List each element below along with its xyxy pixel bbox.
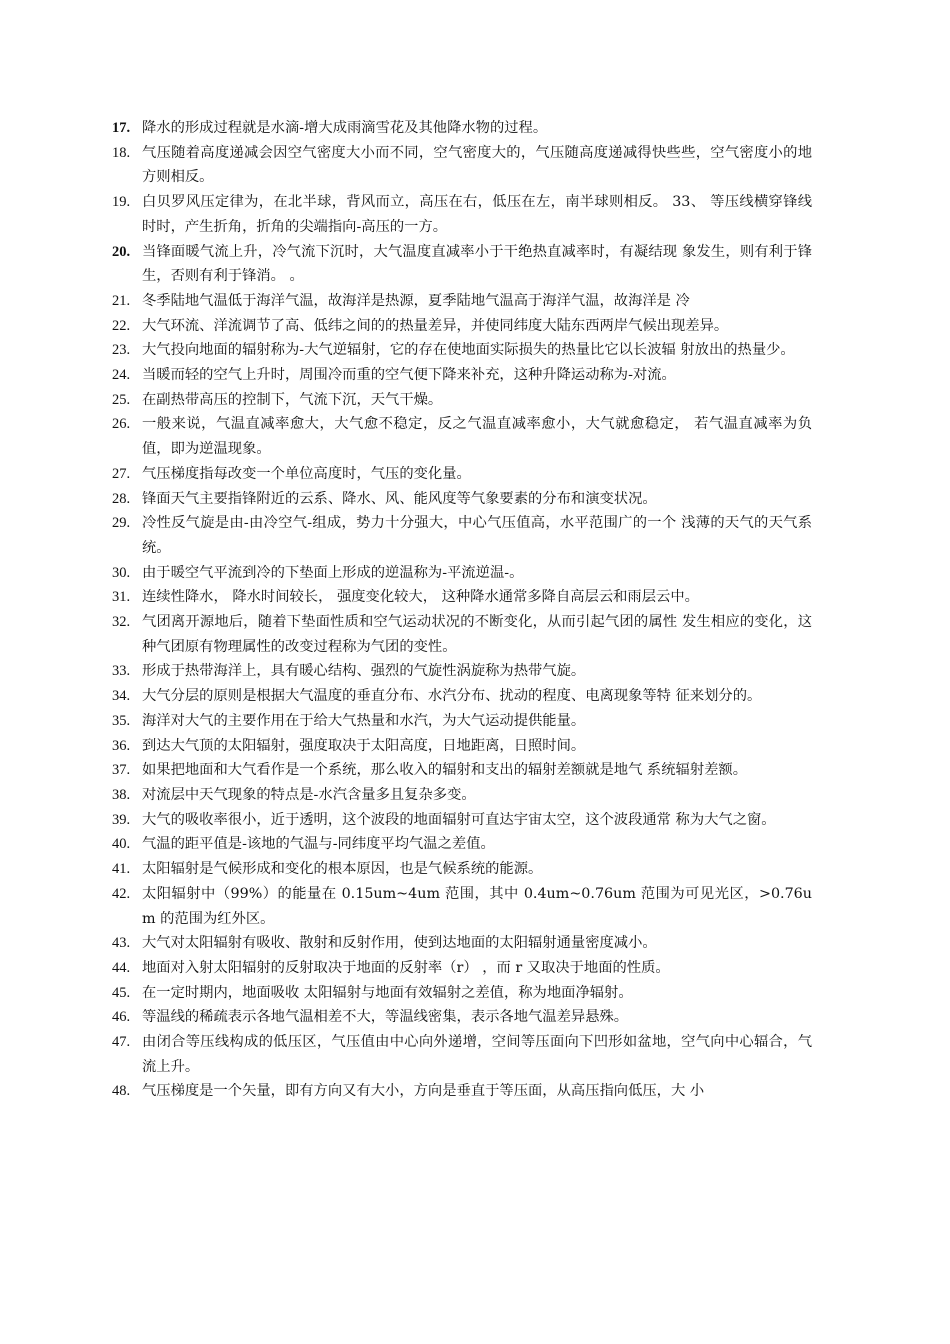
list-item — [112, 487, 812, 512]
item-number: 46. — [112, 1009, 131, 1026]
item-number: 20. — [112, 243, 131, 260]
item-text: 当暖而轻的空气上升时，周围冷而重的空气便下降来补充，这种升降运动称为-对流。 — [142, 367, 676, 384]
item-number: 26. — [112, 416, 131, 433]
item-text: 等温线的稀疏表示各地气温相差不大，等温线密集，表示各地气温差异悬殊。 — [142, 1009, 629, 1026]
item-number: 29. — [112, 515, 131, 532]
list-item — [112, 289, 812, 314]
item-text: 冷性反气旋是由-由冷空气-组成，势力十分强大，中心气压值高，水平范围广的一个 浅薄的天气的天气系统。 — [142, 515, 812, 556]
item-number: 40. — [112, 836, 131, 853]
item-text: 气压梯度指每改变一个单位高度时，气压的变化量。 — [142, 465, 471, 482]
item-text: 一般来说，气温直减率愈大，大气愈不稳定，反之气温直减率愈小，大气就愈稳定， 若气温直减率为负值，即为逆温现象。 — [142, 416, 812, 458]
list-item — [112, 857, 812, 882]
item-text: 大气投向地面的辐射称为-大气逆辐射，它的存在使地面实际损失的热量比它以长波辐 射放出的热量少。 — [142, 342, 795, 359]
item-text: 对流层中天气现象的特点是-水汽含量多且复杂多变。 — [142, 786, 476, 803]
item-text: 由于暖空气平流到冷的下垫面上形成的逆温称为-平流逆温-。 — [142, 564, 524, 581]
item-number: 36. — [112, 737, 131, 754]
item-number: 28. — [112, 490, 131, 507]
item-number: 39. — [112, 811, 131, 828]
list-item — [112, 190, 812, 239]
list-item — [112, 832, 812, 857]
list-item — [112, 981, 812, 1006]
item-number: 34. — [112, 688, 131, 705]
item-text: 如果把地面和大气看作是一个系统，那么收入的辐射和支出的辐射差额就是地气 系统辐射差额。 — [142, 762, 748, 779]
item-number: 38. — [112, 786, 131, 803]
list-item — [112, 1030, 812, 1079]
item-number: 25. — [112, 391, 131, 408]
list-item — [112, 734, 812, 759]
item-number: 18. — [112, 144, 131, 161]
item-number: 23. — [112, 342, 131, 359]
item-text: 气压梯度是一个矢量，即有方向又有大小，方向是垂直于等压面，从高压指向低压，大 小 — [142, 1083, 705, 1100]
item-number: 41. — [112, 861, 131, 878]
list-item — [112, 659, 812, 684]
list-item — [112, 684, 812, 709]
item-number: 44. — [112, 959, 131, 976]
item-number: 31. — [112, 589, 131, 606]
item-text: 在副热带高压的控制下，气流下沉，天气干燥。 — [142, 391, 443, 408]
item-number: 48. — [112, 1083, 131, 1100]
list-item — [112, 956, 812, 981]
list-item — [112, 931, 812, 956]
list-item — [112, 141, 812, 190]
list-item — [112, 561, 812, 586]
item-number: 22. — [112, 317, 131, 334]
item-text: 大气对太阳辐射有吸收、散射和反射作用，使到达地面的太阳辐射通量密度减小。 — [142, 935, 657, 952]
list-item — [112, 1079, 812, 1104]
item-text: 气压随着高度递减会因空气密度大小而不同，空气密度大的，气压随高度递减得快些些，空气密度小的地方则相反。 — [142, 144, 812, 186]
item-number: 43. — [112, 935, 131, 952]
list-item — [112, 388, 812, 413]
item-number: 32. — [112, 614, 131, 631]
item-number: 21. — [112, 292, 131, 309]
item-number: 24. — [112, 367, 131, 384]
item-number: 47. — [112, 1034, 131, 1051]
list-item — [112, 1005, 812, 1030]
list-item — [112, 610, 812, 659]
item-text: 太阳辐射是气候形成和变化的根本原因，也是气候系统的能源。 — [142, 861, 543, 878]
numbered-statement-list — [112, 116, 812, 1104]
list-item — [112, 412, 812, 461]
list-item — [112, 338, 812, 363]
list-item — [112, 585, 812, 610]
item-text: 大气环流、洋流调节了高、低纬之间的的热量差异，并使同纬度大陆东西两岸气候出现差异。 — [142, 317, 729, 334]
list-item — [112, 240, 812, 289]
item-text: 大气分层的原则是根据大气温度的垂直分布、水汽分布、扰动的程度、电离现象等特 征来划分的。 — [142, 688, 762, 705]
item-number: 17. — [112, 120, 131, 136]
list-item — [112, 116, 812, 141]
item-text: 由闭合等压线构成的低压区，气压值由中心向外递增，空间等压面向下凹形如盆地，空气向中心辐合，气流上升。 — [142, 1034, 812, 1075]
item-number: 37. — [112, 762, 131, 779]
item-text: 气温的距平值是-该地的气温与-同纬度平均气温之差值。 — [142, 836, 495, 853]
item-text: 锋面天气主要指锋附近的云系、降水、风、能风度等气象要素的分布和演变状况。 — [142, 490, 657, 507]
list-item — [112, 511, 812, 560]
list-item — [112, 758, 812, 783]
list-item — [112, 462, 812, 487]
list-item — [112, 808, 812, 833]
item-number: 27. — [112, 465, 131, 482]
item-text: 形成于热带海洋上，具有暖心结构、强烈的气旋性涡旋称为热带气旋。 — [142, 663, 586, 680]
item-text: 大气的吸收率很小，近于透明，这个波段的地面辐射可直达宇宙太空，这个波段通常 称为大气之窗。 — [142, 811, 776, 828]
list-item — [112, 882, 812, 931]
item-text: 降水的形成过程就是水滴-增大成雨滴雪花及其他降水物的过程。 — [142, 120, 548, 136]
item-text: 地面对入射太阳辐射的反射取决于地面的反射率（r） ，而 r 又取决于地面的性质。 — [142, 959, 670, 976]
list-item — [112, 363, 812, 388]
item-text: 白贝罗风压定律为，在北半球，背风而立，高压在右，低压在左，南半球则相反。 33、 等压线横穿锋线时时，产生折角，折角的尖端指向-高压的一方。 — [142, 194, 812, 235]
item-text: 海洋对大气的主要作用在于给大气热量和水汽，为大气运动提供能量。 — [142, 712, 586, 729]
list-item — [112, 709, 812, 734]
item-number: 35. — [112, 712, 131, 729]
item-text: 冬季陆地气温低于海洋气温，故海洋是热源，夏季陆地气温高于海洋气温，故海洋是 冷 — [142, 292, 690, 309]
item-text: 连续性降水， 降水时间较长， 强度变化较大， 这种降水通常多降自高层云和雨层云中。 — [142, 589, 699, 606]
item-text: 当锋面暖气流上升，冷气流下沉时，大气温度直减率小于干绝热直减率时，有凝结现 象发生，则有利于锋生，否则有利于锋消。 。 — [142, 243, 812, 285]
item-text: 太阳辐射中（99%）的能量在 0.15um~4um 范围，其中 0.4um~0.76um 范围为可见光区，>0.76um 的范围为红外区。 — [142, 885, 812, 927]
item-number: 45. — [112, 984, 131, 1001]
list-item — [112, 783, 812, 808]
item-text: 到达大气顶的太阳辐射，强度取决于太阳高度，日地距离，日照时间。 — [142, 737, 586, 754]
item-number: 42. — [112, 885, 131, 902]
item-number: 19. — [112, 194, 131, 211]
item-text: 在一定时期内，地面吸收 太阳辐射与地面有效辐射之差值，称为地面净辐射。 — [142, 984, 633, 1001]
list-item — [112, 314, 812, 339]
item-number: 33. — [112, 663, 131, 680]
item-number: 30. — [112, 564, 131, 581]
item-text: 气团离开源地后，随着下垫面性质和空气运动状况的不断变化，从而引起气团的属性 发生相应的变化，这种气团原有物理属性的改变过程称为气团的变性。 — [142, 614, 812, 655]
